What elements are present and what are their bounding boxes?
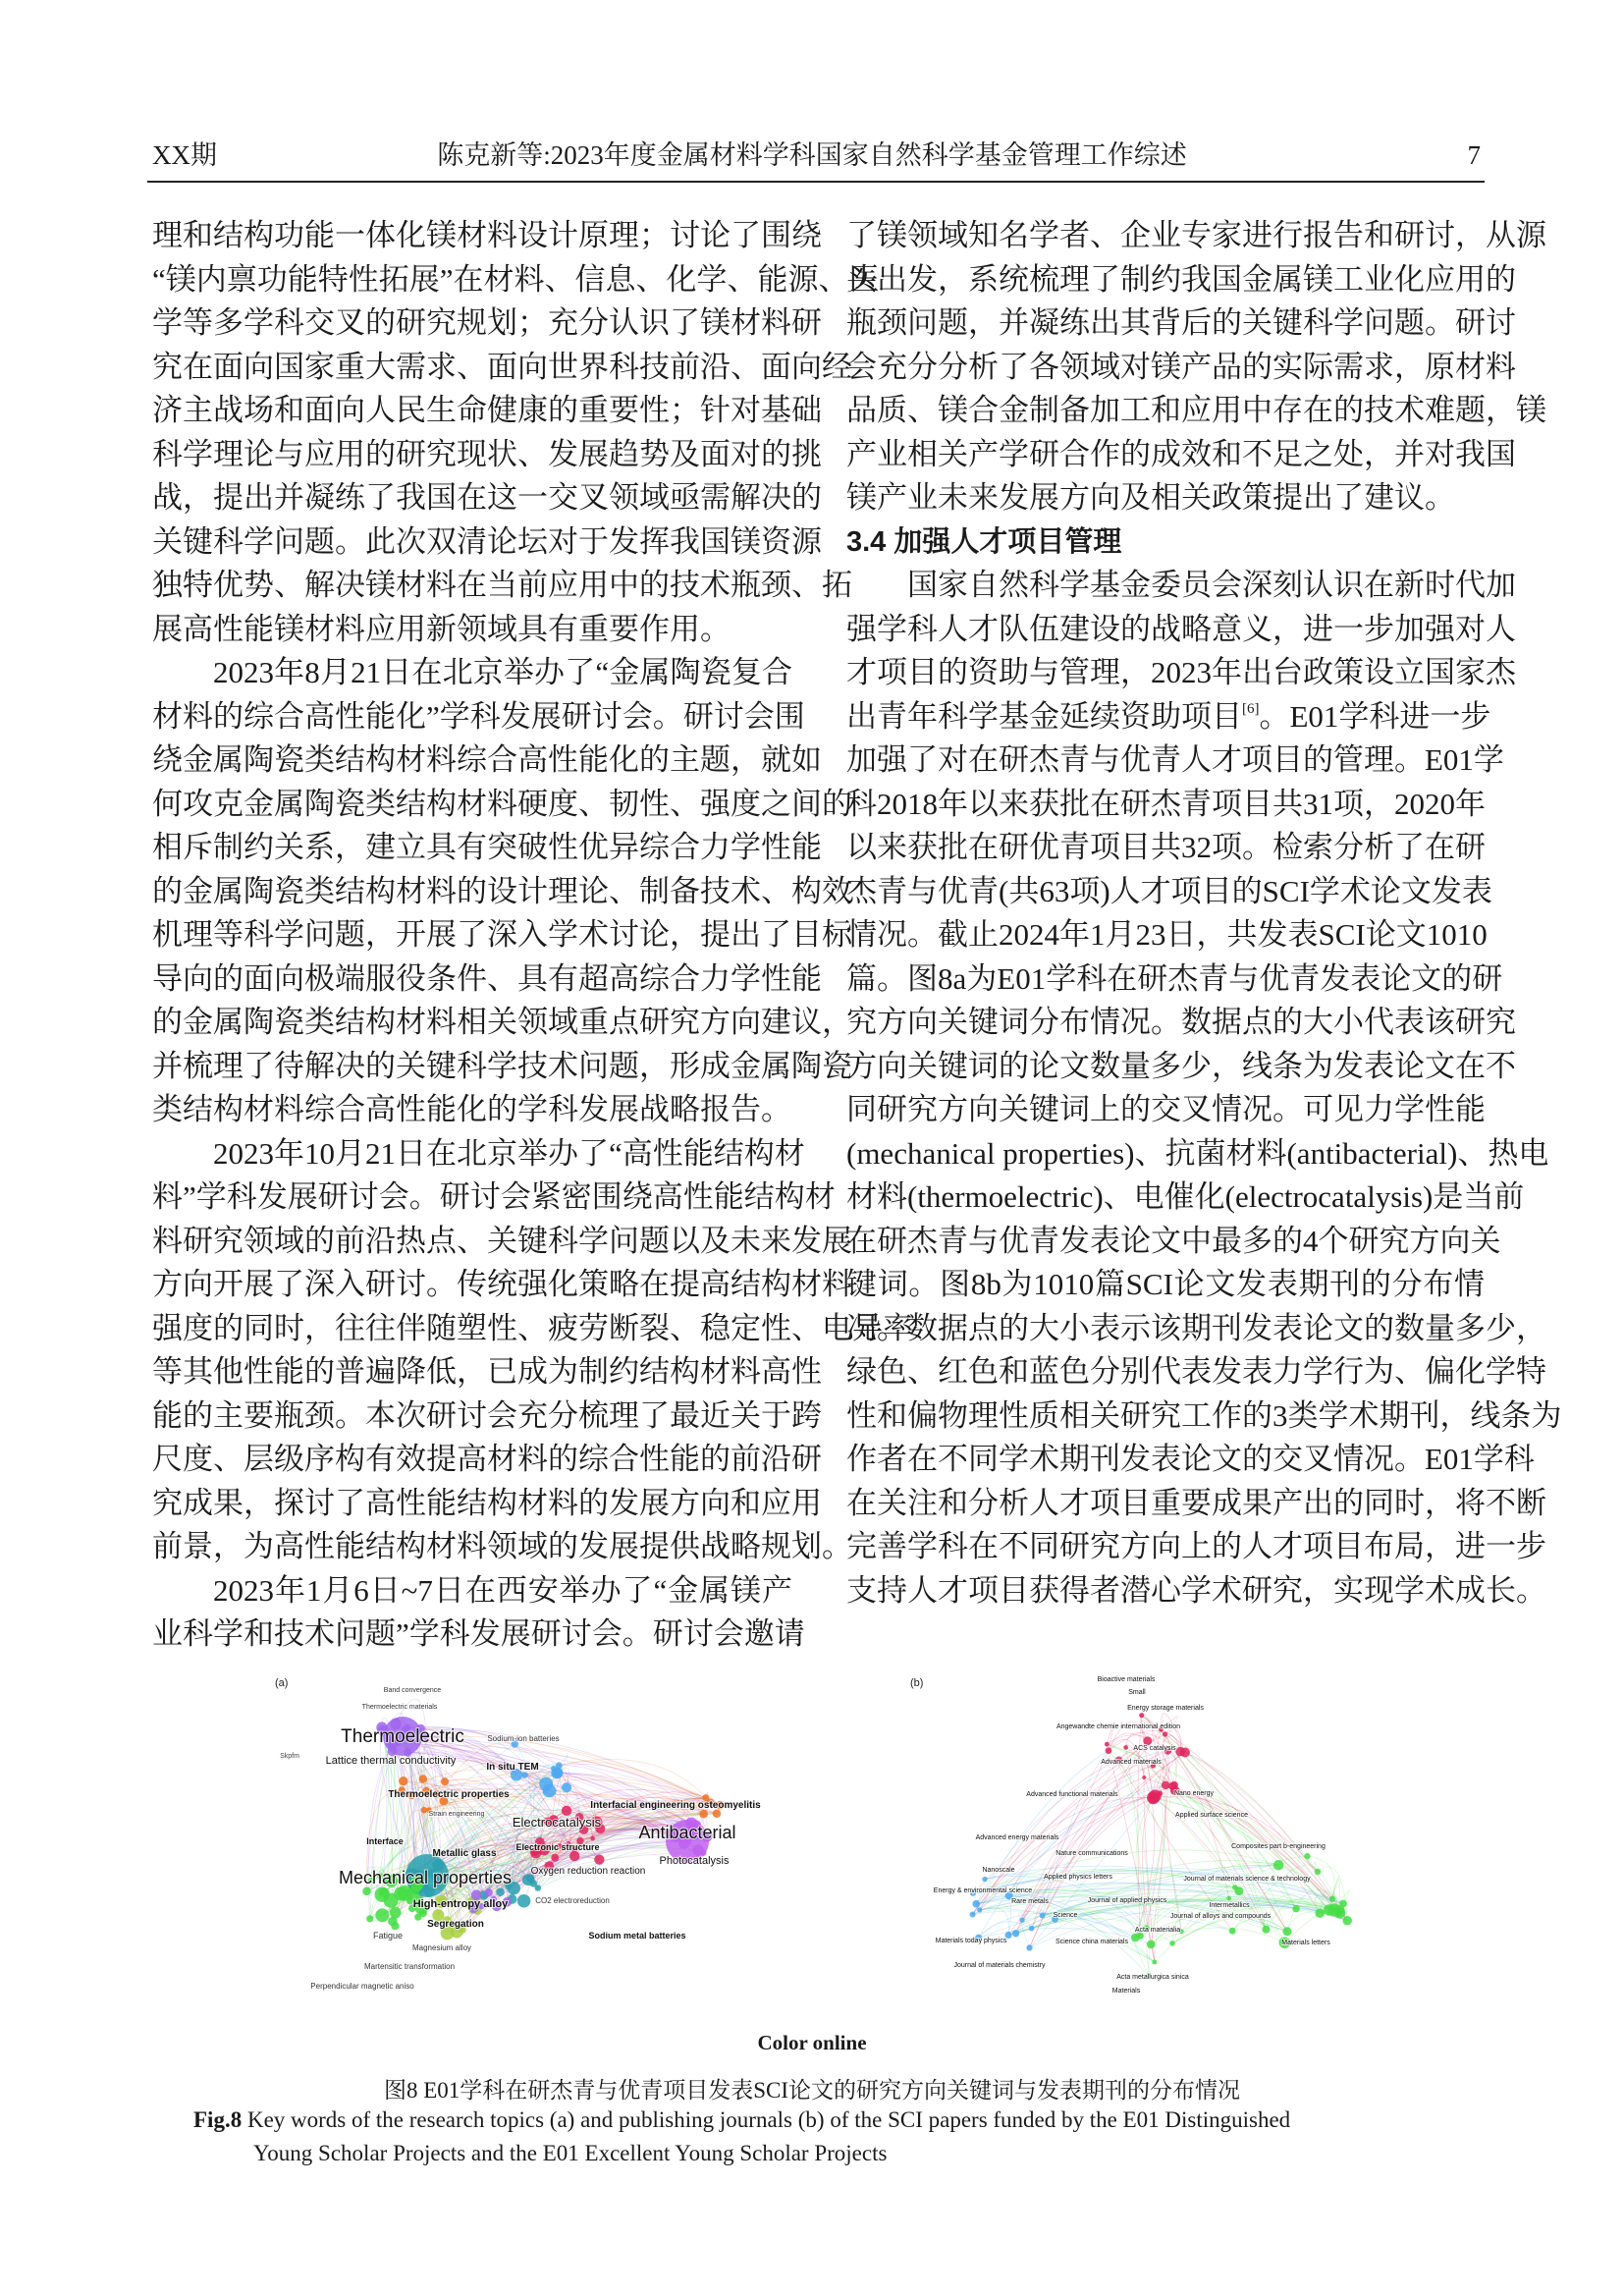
running-title: 陈克新等:2023年度金属材料学科国家自然科学基金管理工作综述 bbox=[437, 140, 1187, 170]
graph-node bbox=[1040, 1913, 1046, 1919]
body-text-line: 料”学科发展研讨会。研讨会紧密围绕高性能结构材 bbox=[152, 1179, 836, 1214]
keyword-label: Metallic glass bbox=[432, 1848, 497, 1859]
body-text-line: 的金属陶瓷类结构材料相关领域重点研究方向建议， bbox=[152, 1005, 852, 1039]
graph-node bbox=[397, 1886, 412, 1901]
body-text-line: 强度的同时，往往伴随塑性、疲劳断裂、稳定性、电导率 bbox=[152, 1310, 913, 1345]
body-text-line: 究成果，探讨了高性能结构材料的发展方向和应用 bbox=[152, 1485, 822, 1520]
graph-node bbox=[1168, 1782, 1176, 1790]
body-text-line: 了镁领域知名学者、企业专家进行报告和研讨，从源 bbox=[846, 218, 1546, 252]
graph-node bbox=[1123, 1745, 1128, 1750]
graph-node bbox=[366, 1915, 373, 1922]
graph-node bbox=[569, 1851, 579, 1861]
keyword-label: Thermoelectric bbox=[341, 1726, 464, 1747]
graph-node bbox=[1029, 1926, 1035, 1932]
body-text-line: 在关注和分析人才项目重要成果产出的同时，将不断 bbox=[846, 1485, 1546, 1520]
graph-node bbox=[1012, 1930, 1019, 1937]
body-text-line: 尺度、层级序构有效提高材料的综合性能的前沿研 bbox=[152, 1442, 822, 1476]
journal-label: Applied physics letters bbox=[1044, 1874, 1112, 1881]
graph-node bbox=[543, 1784, 557, 1798]
graph-node bbox=[699, 1810, 708, 1819]
graph-node bbox=[1262, 1926, 1270, 1934]
keyword-label: Oxygen reduction reaction bbox=[530, 1866, 646, 1877]
body-text-line: 能的主要瓶颈。本次研讨会充分梳理了最近关于跨 bbox=[152, 1397, 822, 1433]
body-text-line: 篇。图8a为E01学科在研杰青与优青发表论文的研 bbox=[846, 960, 1503, 996]
body-text-line: 强学科人才队伍建设的战略意义，进一步加强对人 bbox=[846, 611, 1516, 646]
keyword-label: Thermoelectric properties bbox=[388, 1789, 510, 1800]
keyword-label: Interface bbox=[366, 1836, 404, 1846]
journal-issue: XX期 bbox=[152, 140, 217, 170]
body-text-line: 料研究领域的前沿热点、关键科学问题以及未来发展 bbox=[152, 1223, 852, 1258]
keyword-label: Antibacterial bbox=[638, 1823, 736, 1842]
graph-node bbox=[421, 1807, 428, 1814]
graph-node bbox=[1148, 1793, 1158, 1803]
journal-label: Advanced functional materials bbox=[1026, 1791, 1118, 1798]
journal-label: Energy storage materials bbox=[1127, 1705, 1204, 1712]
keyword-label: Fatigue bbox=[372, 1931, 404, 1941]
graph-node bbox=[399, 1777, 407, 1785]
graph-node bbox=[391, 1922, 399, 1930]
keyword-label: Electrocatalysis bbox=[512, 1815, 602, 1830]
keyword-label: Mechanical properties bbox=[338, 1868, 513, 1887]
graph-node bbox=[390, 1907, 402, 1919]
body-text-line: 性和偏物理性质相关研究工作的3类学术期刊，线条为 bbox=[846, 1397, 1562, 1433]
journal-label: Acta metallurgica sinica bbox=[1116, 1974, 1189, 1981]
body-text-line: 机理等科学问题，开展了深入学术讨论，提出了目标 bbox=[152, 917, 852, 952]
graph-node bbox=[521, 1772, 527, 1777]
graph-node bbox=[1342, 1916, 1352, 1926]
body-text-line: 完善学科在不同研究方向上的人才项目布局，进一步 bbox=[846, 1529, 1546, 1563]
body-text-line: 国家自然科学基金委员会深刻认识在新时代加 bbox=[907, 568, 1516, 602]
graph-node bbox=[535, 1885, 541, 1890]
graph-node bbox=[1026, 1944, 1032, 1950]
graph-node bbox=[970, 1912, 976, 1918]
graph-node bbox=[414, 1913, 421, 1920]
text-span: 。E01学科进一步 bbox=[1259, 698, 1491, 734]
graph-node bbox=[1105, 1742, 1110, 1747]
keyword-label: Photocatalysis bbox=[659, 1855, 730, 1867]
body-text-line: 杰青与优青(共63项)人才项目的SCI学术论文发表 bbox=[846, 873, 1492, 908]
body-text-line: 何攻克金属陶瓷类结构材料硬度、韧性、强度之间的 bbox=[152, 786, 852, 821]
graph-node bbox=[362, 1886, 371, 1895]
figure-caption-en bbox=[193, 2107, 1290, 2133]
journal-label: Applied surface science bbox=[1175, 1812, 1248, 1819]
journal-label: Composites part b-engineering bbox=[1231, 1843, 1326, 1850]
body-text-line: 况。数据点的大小表示该期刊发表论文的数量多少， bbox=[846, 1310, 1546, 1345]
graph-node bbox=[551, 1854, 559, 1862]
graph-node bbox=[517, 1894, 531, 1908]
graph-node bbox=[590, 1836, 595, 1841]
body-text-line: 产业相关产学研合作的成效和不足之处，并对我国 bbox=[846, 436, 1516, 471]
body-text-line: 战，提出并凝练了我国在这一交叉领域亟需解决的 bbox=[152, 480, 822, 515]
graph-node bbox=[553, 1768, 564, 1778]
journal-label: Journal of alloys and compounds bbox=[1169, 1913, 1272, 1920]
keyword-label: CO2 electroreduction bbox=[535, 1896, 610, 1905]
journal-label: Rare metals bbox=[1011, 1898, 1049, 1905]
graph-node bbox=[1147, 1941, 1156, 1949]
keyword-label: Magnesium alloy bbox=[411, 1943, 472, 1952]
journal-label: Angewandte chemie international edition bbox=[1056, 1723, 1181, 1730]
body-text-line bbox=[846, 695, 1491, 739]
body-text-line: 绿色、红色和蓝色分别代表发表力学行为、偏化学特 bbox=[846, 1354, 1546, 1389]
body-text-line: 独特优势、解决镁材料在当前应用中的技术瓶颈、拓 bbox=[152, 568, 852, 602]
graph-node bbox=[1142, 1776, 1146, 1779]
body-text-line: 科学理论与应用的研究现状、发展趋势及面对的挑 bbox=[152, 436, 822, 471]
journal-label: Intermetallics bbox=[1209, 1902, 1250, 1909]
body-text-line: 绕金属陶瓷类结构材料综合高性能化的主题，就如 bbox=[152, 742, 822, 777]
keyword-label: Perpendicular magnetic aniso bbox=[310, 1982, 414, 1991]
body-text-line: 学等多学科交叉的研究规划；充分认识了镁材料研 bbox=[152, 305, 822, 340]
graph-node bbox=[1143, 1736, 1152, 1745]
figure-caption-zh: 图8 E01学科在研杰青与优青项目发表SCI论文的研究方向关键词与发表期刊的分布情况 bbox=[383, 2078, 1241, 2103]
graph-node bbox=[1169, 1941, 1175, 1946]
keyword-label: Skpfm bbox=[280, 1753, 299, 1760]
keyword-label: Segregation bbox=[427, 1919, 484, 1930]
body-text-line: 材料(thermoelectric)、电催化(electrocatalysis)是当前 bbox=[846, 1179, 1525, 1214]
graph-edge bbox=[1143, 1796, 1156, 1962]
keyword-label: In situ TEM bbox=[486, 1762, 539, 1773]
graph-node bbox=[1334, 1907, 1345, 1918]
body-text-line: 瓶颈问题，并凝练出其背后的关键科学问题。研讨 bbox=[846, 305, 1516, 340]
body-text-line: 济主战场和面向人民生命健康的重要性；针对基础 bbox=[152, 393, 822, 427]
body-text-line: 会充分分析了各领域对镁产品的实际需求，原材料 bbox=[846, 349, 1516, 384]
graph-node bbox=[419, 1775, 428, 1783]
body-text-line: 方向开展了深入研讨。传统强化策略在提高结构材料 bbox=[152, 1267, 852, 1301]
graph-node bbox=[1139, 1713, 1144, 1718]
body-text-line: 前景，为高性能结构材料领域的发展提供战略规划。 bbox=[152, 1529, 852, 1563]
body-text-line: 科2018年以来获批在研杰青项目共31项，2020年 bbox=[846, 786, 1486, 821]
figure-number: Fig.8 bbox=[193, 2107, 243, 2132]
body-text-line: 情况。截止2024年1月23日，共发表SCI论文1010 bbox=[846, 917, 1488, 952]
body-text-line: 支持人才项目获得者潜心学术研究，实现学术成长。 bbox=[846, 1572, 1546, 1608]
page-number: 7 bbox=[1467, 140, 1481, 170]
body-text-line: (mechanical properties)、抗菌材料(antibacterial)、热电 bbox=[846, 1135, 1549, 1171]
graph-node bbox=[1329, 1896, 1335, 1902]
body-text-line: 品质、镁合金制备加工和应用中存在的技术难题，镁 bbox=[846, 393, 1546, 427]
keyword-label: Electronic structure bbox=[515, 1842, 600, 1852]
graph-node bbox=[982, 1877, 987, 1882]
graph-node bbox=[1163, 1731, 1167, 1736]
graph-node bbox=[441, 1777, 449, 1785]
graph-node bbox=[562, 1782, 571, 1792]
graph-node bbox=[375, 1908, 389, 1922]
journal-label: Energy & environmental science bbox=[933, 1887, 1033, 1894]
journal-label: Journal of materials chemistry bbox=[953, 1962, 1046, 1969]
body-text-line: 业科学和技术问题”学科发展研讨会。研讨会邀请 bbox=[152, 1616, 805, 1651]
journal-label: Materials letters bbox=[1281, 1940, 1330, 1946]
graph-node bbox=[1162, 1781, 1169, 1789]
body-text-line: 的金属陶瓷类结构材料的设计理论、制备技术、构效 bbox=[152, 873, 852, 908]
graph-node bbox=[484, 1888, 493, 1897]
body-text-line: 镁产业未来发展方向及相关政策提出了建议。 bbox=[846, 480, 1455, 515]
keyword-label: Lattice thermal conductivity bbox=[325, 1755, 457, 1767]
graph-node bbox=[1019, 1918, 1024, 1923]
graph-node bbox=[594, 1854, 604, 1864]
journal-label: Materials bbox=[1111, 1988, 1141, 1995]
graph-node bbox=[1229, 1928, 1236, 1935]
text-span: 出青年科学基金延续资助项目 bbox=[846, 698, 1242, 734]
citation-ref[interactable]: [6] bbox=[1242, 700, 1260, 717]
panel-label: (a) bbox=[275, 1677, 289, 1689]
journal-label: Nano energy bbox=[1173, 1790, 1215, 1797]
graph-node bbox=[1282, 1927, 1291, 1936]
graph-node bbox=[496, 1887, 505, 1896]
journal-label: Acta materialia bbox=[1134, 1927, 1181, 1934]
keyword-label: Thermoelectric materials bbox=[361, 1704, 438, 1711]
journal-label: Science bbox=[1053, 1912, 1078, 1919]
body-text-line: 等其他性能的普遍降低，已成为制约结构材料高性 bbox=[152, 1354, 822, 1389]
journal-label: Science china materials bbox=[1056, 1939, 1128, 1945]
body-text-line: 类结构材料综合高性能化的学科发展战略报告。 bbox=[152, 1092, 791, 1126]
keyword-label: Band convergence bbox=[383, 1687, 442, 1694]
graph-node bbox=[1152, 1960, 1157, 1965]
body-text-line: 在研杰青与优青发表论文中最多的4个研究方向关 bbox=[846, 1223, 1501, 1258]
journal-label: Nature communications bbox=[1056, 1850, 1128, 1857]
graph-node bbox=[384, 1893, 399, 1908]
graph-node bbox=[1292, 1905, 1299, 1912]
journal-label: Nanoscale bbox=[982, 1867, 1015, 1874]
body-text-line: 展高性能镁材料应用新领域具有重要作用。 bbox=[152, 611, 731, 646]
left-column bbox=[152, 214, 913, 1657]
body-text-line: 相斥制约关系，建立具有突破性优异综合力学性能 bbox=[152, 830, 822, 864]
graph-node bbox=[1273, 1860, 1283, 1870]
caption-text: Key words of the research topics (a) and publishing journals (b) of the SCI papers funded by the E01 Distinguished bbox=[242, 2107, 1291, 2132]
body-text-line: 关键科学问题。此次双清论坛对于发挥我国镁资源 bbox=[152, 523, 822, 559]
graph-node bbox=[1232, 1885, 1237, 1889]
figure-8a-keyword-network bbox=[265, 1669, 893, 2013]
graph-node bbox=[1106, 1747, 1112, 1754]
figure-caption-en-line2: Young Scholar Projects and the E01 Excellent Young Scholar Projects bbox=[253, 2141, 888, 2165]
panel-label: (b) bbox=[910, 1677, 924, 1689]
graph-node bbox=[1180, 1748, 1190, 1758]
body-text-line: 理和结构功能一体化镁材料设计原理；讨论了围绕 bbox=[152, 218, 822, 252]
keyword-label: High-entropy alloy bbox=[412, 1898, 509, 1910]
graph-node bbox=[972, 1900, 980, 1908]
body-text-line: 并梳理了待解决的关键科学技术问题，形成金属陶瓷 bbox=[152, 1048, 852, 1083]
body-text-line: 2023年8月21日在北京举办了“金属陶瓷复合 bbox=[213, 655, 792, 689]
graph-node bbox=[977, 1907, 982, 1912]
body-text-line: 作者在不同学术期刊发表论文的交叉情况。E01学科 bbox=[846, 1442, 1535, 1476]
keyword-label: Martensitic transformation bbox=[363, 1962, 456, 1971]
body-text-line: 2023年1月6日~7日在西安举办了“金属镁产 bbox=[213, 1572, 792, 1608]
keyword-label: Sodium-ion batteries bbox=[487, 1734, 560, 1743]
body-text-line: 导向的面向极端服役条件、具有超高综合力学性能 bbox=[152, 960, 822, 996]
graph-node bbox=[1304, 1853, 1310, 1859]
body-text-line: 同研究方向关键词上的交叉情况。可见力学性能 bbox=[846, 1092, 1486, 1126]
section-heading: 3.4 加强人才项目管理 bbox=[846, 525, 1122, 558]
body-text-line: 加强了对在研杰青与优青人才项目的管理。E01学 bbox=[846, 742, 1504, 777]
journal-label: Materials today physics bbox=[935, 1938, 1007, 1944]
keyword-label: Interfacial engineering osteomyelitis bbox=[590, 1800, 761, 1811]
header-rule bbox=[147, 181, 1485, 183]
body-text-line: 方向关键词的论文数量多少，线条为发表论文在不 bbox=[846, 1048, 1516, 1083]
journal-label: Bioactive materials bbox=[1097, 1676, 1156, 1683]
journal-label: ACS catalysis bbox=[1133, 1745, 1176, 1752]
body-text-line: 究方向关键词分布情况。数据点的大小代表该研究 bbox=[846, 1005, 1516, 1039]
body-text-line: “镁内禀功能特性拓展”在材料、信息、化学、能源、医 bbox=[152, 261, 880, 297]
journal-label: Small bbox=[1128, 1689, 1146, 1696]
color-online-note: Color online bbox=[757, 2031, 867, 2054]
keyword-label: Sodium metal batteries bbox=[588, 1931, 686, 1941]
journal-label: Journal of applied physics bbox=[1087, 1897, 1167, 1904]
keyword-label: Strain engineering bbox=[428, 1811, 485, 1818]
graph-node bbox=[1315, 1869, 1321, 1875]
body-text-line: 2023年10月21日在北京举办了“高性能结构材 bbox=[213, 1135, 805, 1171]
journal-label: Journal of materials science & technology bbox=[1183, 1876, 1311, 1883]
journal-label: Advanced energy materials bbox=[975, 1834, 1059, 1841]
journal-label: Advanced materials bbox=[1101, 1759, 1162, 1766]
body-text-line: 材料的综合高性能化”学科发展研讨会。研讨会围 bbox=[152, 698, 805, 734]
graph-node bbox=[1315, 1908, 1325, 1918]
figure-8b-journal-network bbox=[893, 1669, 1404, 2013]
body-text-line: 才项目的资助与管理，2023年出台政策设立国家杰 bbox=[846, 655, 1516, 689]
body-text-line: 键词。图8b为1010篇SCI论文发表期刊的分布情 bbox=[846, 1267, 1485, 1301]
graph-node bbox=[1226, 1896, 1231, 1901]
body-text-line: 头出发，系统梳理了制约我国金属镁工业化应用的 bbox=[846, 261, 1516, 297]
right-column bbox=[846, 214, 1562, 1613]
body-text-line: 以来获批在研优青项目共32项。检索分析了在研 bbox=[846, 830, 1486, 864]
body-text-line: 究在面向国家重大需求、面向世界科技前沿、面向经 bbox=[152, 349, 852, 384]
